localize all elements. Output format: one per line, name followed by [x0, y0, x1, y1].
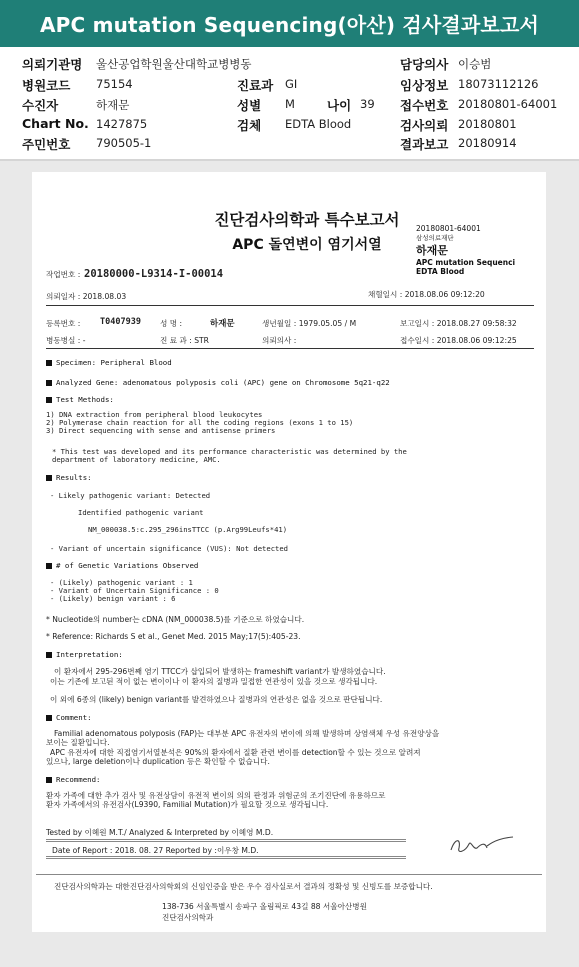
value-age: 39: [360, 97, 375, 111]
methods-heading: Test Methods:: [56, 395, 114, 404]
result-vus: - Variant of uncertain significance (VUS): Not detected: [50, 544, 288, 553]
lab-specimen: EDTA Blood: [416, 267, 465, 276]
label-age: 나이: [327, 98, 352, 113]
section-specimen: [46, 358, 172, 367]
label-report-date: 결과보고: [400, 137, 449, 152]
bullet: [46, 652, 52, 658]
tested-by: Tested by 이혜원 M.T./ Analyzed & Interpreted by 이혜영 M.D.: [46, 828, 274, 837]
birth-date: 생년월일 : 1979.05.05 / M: [262, 319, 357, 328]
rule-sig-4: [46, 858, 406, 859]
value-receipt-no: 20180801-64001: [458, 97, 558, 111]
reg-no: T0407939: [100, 317, 141, 327]
interp-line-3: 이 외에 6종의 (likely) benign variant를 발견하였으나 질병과의 연관성은 없을 것으로 판단됩니다.: [50, 695, 383, 704]
request-date: 의뢰일자 : 2018.08.03: [46, 292, 127, 301]
bullet: [46, 397, 52, 403]
count-pathogenic: - (Likely) pathogenic variant : 1: [50, 578, 193, 587]
result-likely-pathogenic: - Likely pathogenic variant: Detected: [50, 491, 211, 500]
label-receipt-no: 접수번호: [400, 98, 449, 113]
work-no: 20180000-L9314-I-00014: [84, 268, 224, 280]
method-2: 2) Polymerase chain reaction for all the coding regions (exons 1 to 15): [46, 418, 354, 427]
section-recommend: [46, 775, 101, 784]
value-chart-no: 1427875: [96, 117, 148, 131]
section-comment: [46, 713, 92, 722]
section-methods: [46, 395, 114, 404]
requesting-doctor: 의뢰의사 :: [262, 336, 297, 345]
lab-test: APC mutation Sequenci: [416, 258, 516, 267]
dept: 진 료 과 : STR: [160, 336, 209, 345]
recommend-line-1: 환자 가족에 대한 추가 검사 및 유전상담이 유전적 변이의 의의 판정과 위험군의 조기진단에 유용하므로: [46, 791, 386, 800]
report-subtitle: APC 돌연변이 염기서열: [232, 237, 382, 253]
bullet: [46, 360, 52, 366]
receipt-datetime: 접수일시 : 2018.08.06 09:12:25: [400, 336, 517, 345]
date-of-report: Date of Report : 2018. 08. 27 Reported by :이우창 M.D.: [52, 846, 259, 855]
rule-sig-1: [46, 839, 406, 840]
result-variant: NM_000038.5:c.295_296insTTCC (p.Arg99Leufs*41): [88, 525, 288, 534]
lab-label: [416, 224, 515, 276]
value-specimen: EDTA Blood: [285, 117, 352, 131]
value-institution: 울산공업학원울산대학교병병동: [96, 57, 252, 71]
value-patient: 하재문: [96, 98, 130, 112]
footer-cert: 진단검사의학과는 대한진단검사의학회의 신임인증을 받은 우수 검사실로서 결과의 정확성 및 신빙도를 보증합니다.: [54, 882, 433, 891]
rule-footer: [36, 874, 542, 875]
rule-sig-3: [46, 856, 406, 857]
rule-2: [46, 348, 534, 349]
value-clinical-info: 18073112126: [458, 77, 539, 91]
result-identified: Identified pathogenic variant: [78, 508, 204, 517]
comment-line-3: APC 유전자에 대한 직접염기서열분석은 90%의 환자에서 질환 관련 변이를 detection할 수 있는 것으로 알려져: [50, 748, 421, 757]
method-note-1: * This test was developed and its performance characteristic was determined by the: [52, 447, 407, 456]
ward: 병동병실 : -: [46, 336, 86, 345]
scanned-report: [32, 172, 546, 932]
value-department: GI: [285, 77, 298, 91]
lab-patient: 하재문: [416, 244, 448, 257]
label-department: 진료과: [237, 78, 274, 93]
count-benign: - (Likely) benign variant : 6: [50, 594, 176, 603]
footer-address: 138-736 서울특별시 송파구 올림픽로 43길 88 서울아산병원: [162, 902, 367, 911]
label-clinical-info: 임상정보: [400, 78, 449, 93]
note-nucleotide: * Nucleotide의 number는 cDNA (NM_000038.5)를 기준으로 하였습니다.: [46, 615, 305, 624]
section-results: [46, 473, 92, 482]
label-hospital-code: 병원코드: [22, 78, 71, 93]
report-title: 진단검사의학과 특수보고서: [214, 211, 400, 229]
analyzed-text: Analyzed Gene: adenomatous polyposis coli (APC) gene on Chromosome 5q21-q22: [56, 378, 390, 387]
value-sex: M: [285, 97, 295, 111]
section-analyzed: [46, 378, 390, 387]
collect-date: 채혈일시 : 2018.08.06 09:12:20: [368, 290, 485, 299]
label-chart-no: Chart No.: [22, 116, 89, 131]
bullet: [46, 475, 52, 481]
note-reference: * Reference: Richards S et al., Genet Med. 2015 May;17(5):405-23.: [46, 632, 301, 641]
value-report-date: 20180914: [458, 136, 517, 150]
label-request-date: 검사의뢰: [400, 118, 449, 133]
signature: [447, 832, 517, 858]
reg-no-label: 등록번호 :: [46, 319, 81, 328]
method-3: 3) Direct sequencing with sense and antisense primers: [46, 426, 276, 435]
report-banner: [0, 0, 579, 47]
method-1: 1) DNA extraction from peripheral blood leukocytes: [46, 410, 263, 419]
results-heading: Results:: [56, 473, 92, 482]
report-datetime: 보고일시 : 2018.08.27 09:58:32: [400, 319, 517, 328]
value-hospital-code: 75154: [96, 77, 133, 91]
patient-header: [0, 47, 579, 159]
rule-sig-2: [46, 841, 406, 842]
specimen-text: Specimen: Peripheral Blood: [56, 358, 172, 367]
work-no-label: 작업번호 :: [46, 270, 81, 279]
label-institution: 의뢰기관명: [22, 57, 83, 72]
footer-dept: 진단검사의학과: [162, 913, 214, 922]
label-patient: 수진자: [22, 98, 59, 113]
bullet: [46, 777, 52, 783]
interpretation-heading: Interpretation:: [56, 650, 123, 659]
patient-name: 하재문: [210, 319, 235, 329]
name-label: 성 명 :: [160, 319, 183, 328]
label-sex: 성별: [237, 98, 262, 113]
comment-line-2: 보이는 질환입니다.: [46, 738, 110, 747]
counts-heading: # of Genetic Variations Observed: [56, 561, 199, 570]
rule-1: [46, 305, 534, 306]
label-specimen: 검체: [237, 118, 262, 133]
value-doctor: 이승범: [458, 57, 492, 71]
label-doctor: 담당의사: [400, 57, 449, 72]
lab-number: 20180801-64001: [416, 224, 481, 233]
header-divider: [0, 159, 579, 161]
interp-line-1: 이 환자에서 295-296번째 염기 TTCC가 삽입되어 발생하는 frameshift variant가 발생하였습니다.: [54, 667, 386, 676]
banner-title: APC mutation Sequencing(아산) 검사결과보고서: [40, 13, 539, 37]
value-resident-no: 790505-1: [96, 136, 152, 150]
method-note-2: department of laboratory medicine, AMC.: [52, 455, 221, 464]
bullet: [46, 715, 52, 721]
bullet: [46, 563, 52, 569]
section-variation-counts: [46, 561, 198, 570]
section-interpretation: [46, 650, 123, 659]
value-request-date: 20180801: [458, 117, 517, 131]
count-vus: - Variant of Uncertain Significance : 0: [50, 586, 219, 595]
interp-line-2: 이는 기존에 보고된 적이 없는 변이이나 이 환자의 질병과 밀접한 연관성이 있을 것으로 생각됩니다.: [50, 677, 378, 686]
lab-org: 삼성의료재단: [416, 234, 454, 242]
label-resident-no: 주민번호: [22, 137, 71, 152]
comment-line-1: Familial adenomatous polyposis (FAP)는 대부분 APC 유전자의 변이에 의해 발생하며 상염색체 우성 유전양상을: [54, 729, 440, 738]
recommend-line-2: 환자 가족에서의 유전검사(L9390, Familial Mutation)가 필요할 것으로 생각됩니다.: [46, 800, 329, 809]
bullet: [46, 380, 52, 386]
recommend-heading: Recommend:: [56, 775, 101, 784]
comment-line-4: 있으나, large deletion이나 duplication 등은 확인할 수 없습니다.: [46, 757, 270, 766]
comment-heading: Comment:: [56, 713, 92, 722]
